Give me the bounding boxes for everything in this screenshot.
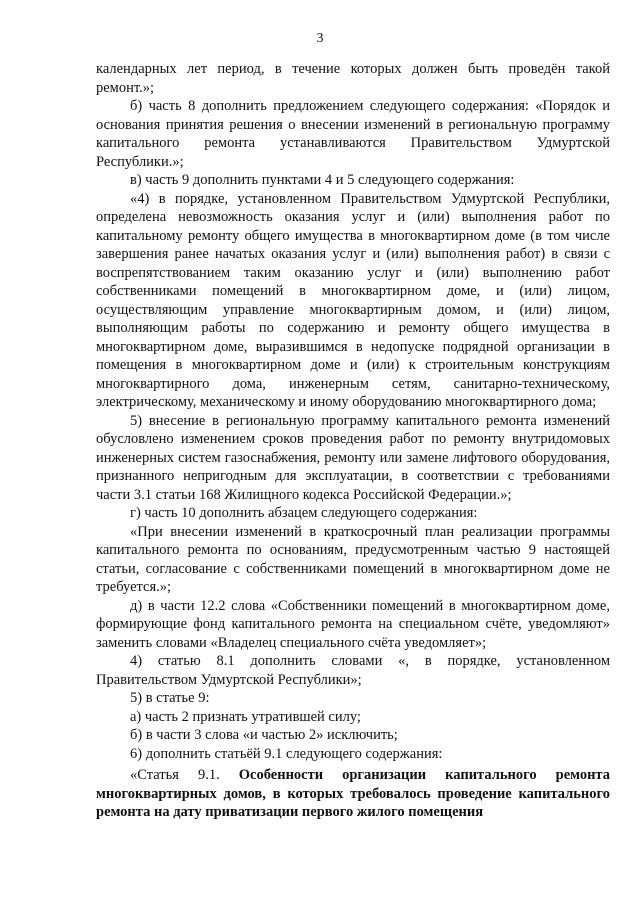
paragraph: б) в части 3 слова «и частью 2» исключить; bbox=[130, 727, 398, 743]
article-title: Особенности организации капитального ремонта многоквартирных домов, в которых требовалось проведение капитального ремонта на дату приватизации первого жилого помещения bbox=[96, 767, 610, 820]
article-heading bbox=[96, 766, 610, 822]
paragraph: г) часть 10 дополнить абзацем следующего содержания: bbox=[130, 505, 478, 521]
paragraph: «При внесении изменений в краткосрочный план реализации программы капитального ремонта по основаниям, предусмотренным частью 9 настоящей статьи, согласование с собственниками помещений в многоквартирном доме не требуется.»; bbox=[96, 523, 610, 595]
paragraph: 4) статью 8.1 дополнить словами «, в порядке, установленном Правительством Удмуртской Республики»; bbox=[96, 653, 610, 688]
paragraph: в) часть 9 дополнить пунктами 4 и 5 следующего содержания: bbox=[130, 172, 515, 188]
paragraph: 5) внесение в региональную программу капитального ремонта изменений обусловлено изменением сроков проведения работ по ремонту внутридомовых инженерных систем газоснабжения, ремонту или замене лифтового оборудования, признанного непригодным для эксплуатации, в соответствии с требованиями части 3.1 статьи 168 Жилищного кодекса Российской Федерации.»; bbox=[96, 412, 610, 503]
paragraph: 5) в статье 9: bbox=[130, 690, 210, 706]
document-body bbox=[96, 60, 610, 822]
paragraph: 6) дополнить статьёй 9.1 следующего содержания: bbox=[130, 745, 443, 762]
article-prefix: «Статья 9.1. bbox=[130, 767, 239, 783]
paragraph: календарных лет период, в течение которых должен быть проведён такой ремонт.»; bbox=[96, 61, 610, 96]
paragraph: д) в части 12.2 слова «Собственники помещений в многоквартирном доме, формирующие фонд капитального ремонта на специальном счёте, уведомляют» заменить словами «Владелец специального счёта уведомляет»; bbox=[96, 597, 610, 651]
paragraph: б) часть 8 дополнить предложением следующего содержания: «Порядок и основания принятия решения о внесении изменений в региональную программу капитального ремонта устанавливаются Правительством Удмуртской Республики.»; bbox=[96, 98, 610, 170]
paragraph: а) часть 2 признать утратившей силу; bbox=[130, 708, 361, 725]
page-number: 3 bbox=[316, 31, 324, 46]
paragraph: «4) в порядке, установленном Правительством Удмуртской Республики, определена невозможность оказания услуг и (или) выполнения работ по капитальному ремонту общего имущества в многоквартирном доме (в том числе завершения ранее начатых оказания услуг и (или) выполнения работ) в связи с воспрепятствованием таким оказанию услуг и (или) выполнению работ собственниками помещений в многоквартирном доме, и (или) лицом, осуществляющим управление многоквартирным домом, и (или) лицом, выполняющим работы по содержанию и ремонту общего имущества в многоквартирном доме, выразившимся в недопуске подрядной организации в помещения в многоквартирном доме и (или) к строительным конструкциям многоквартирного дома, инженерным сетям, санитарно-техническому, электрическому, механическому и иному оборудованию многоквартирного дома; bbox=[96, 190, 610, 410]
